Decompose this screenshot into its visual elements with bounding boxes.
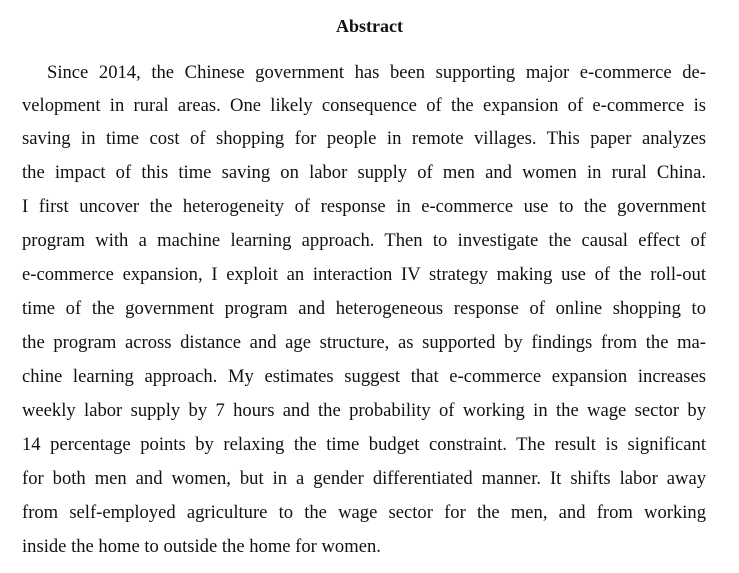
abstract-line-1: Since 2014, the Chinese government has been supporting major e-commerce de- bbox=[47, 62, 706, 83]
abstract-line-8: time of the government program and heterogeneous response of online shopping to bbox=[22, 298, 706, 319]
abstract-line-2: velopment in rural areas. One likely consequence of the expansion of e-commerce is bbox=[22, 95, 706, 116]
abstract-line-13: for both men and women, but in a gender differentiated manner. It shifts labor away bbox=[22, 468, 706, 489]
abstract-line-9: the program across distance and age structure, as supported by findings from the ma- bbox=[22, 332, 706, 353]
abstract-line-6: program with a machine learning approach. Then to investigate the causal effect of bbox=[22, 230, 706, 251]
abstract-line-4: the impact of this time saving on labor supply of men and women in rural China. bbox=[22, 162, 706, 183]
abstract-line-11: weekly labor supply by 7 hours and the probability of working in the wage sector by bbox=[22, 400, 706, 421]
abstract-line-14: from self-employed agriculture to the wage sector for the men, and from working bbox=[22, 502, 706, 523]
abstract-line-10: chine learning approach. My estimates suggest that e-commerce expansion increases bbox=[22, 366, 706, 387]
abstract-line-15: inside the home to outside the home for women. bbox=[22, 536, 381, 557]
abstract-line-3: saving in time cost of shopping for people in remote villages. This paper analyzes bbox=[22, 128, 706, 149]
abstract-line-12: 14 percentage points by relaxing the time budget constraint. The result is significant bbox=[22, 434, 706, 455]
abstract-line-7: e-commerce expansion, I exploit an interaction IV strategy making use of the roll-out bbox=[22, 264, 706, 285]
abstract-heading: Abstract bbox=[336, 16, 403, 36]
abstract-line-5: I first uncover the heterogeneity of response in e-commerce use to the government bbox=[22, 196, 706, 217]
